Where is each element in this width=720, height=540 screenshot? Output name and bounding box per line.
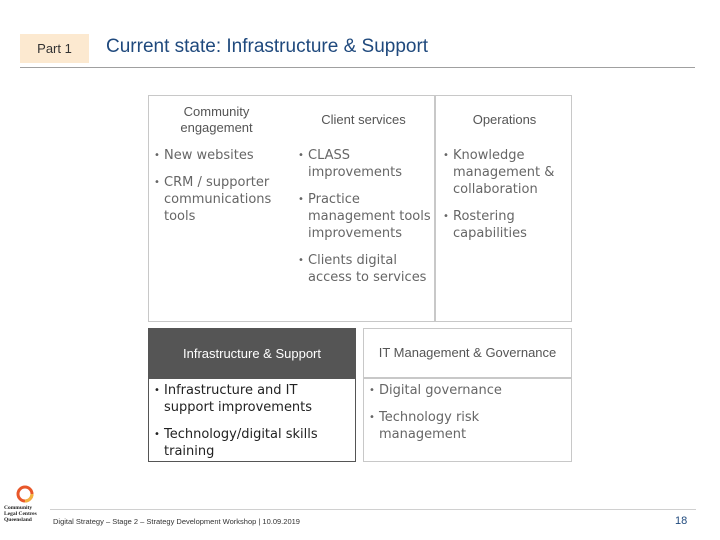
list-item: • Digital governance [369,382,566,399]
column-operations [437,95,572,322]
column-items [443,147,568,252]
it-governance-items [369,382,566,453]
page-title: Current state: Infrastructure & Support [106,36,429,57]
column-community-engagement [148,95,285,322]
list-item: • Technology/digital skills training [154,426,350,460]
infrastructure-support-heading: Infrastructure & Support [148,328,356,378]
column-items [298,147,431,296]
list-item: • Knowledge management & collaboration [443,147,568,198]
it-governance-heading: IT Management & Governance [378,345,557,360]
list-item: • Rostering capabilities [443,208,568,242]
list-item: • New websites [154,147,281,164]
infrastructure-support-items [154,382,350,470]
logo-text: Community Legal Centres Queensland [4,505,37,523]
title-divider [20,67,695,68]
column-heading: Community engagement [180,104,253,135]
logo-ring-icon [14,484,36,504]
list-item: • Clients digital access to services [298,252,431,286]
list-item: • Practice management tools improvements [298,191,431,242]
organisation-logo [4,484,48,523]
column-heading: Operations [472,112,537,127]
column-heading: Client services [321,112,406,127]
list-item: • CLASS improvements [298,147,431,181]
column-items [154,147,281,235]
list-item: • CRM / supporter communications tools [154,174,281,225]
list-item: • Infrastructure and IT support improvements [154,382,350,416]
part-label: Part 1 [20,34,89,63]
list-item: • Technology risk management [369,409,566,443]
page-number: 18 [675,515,688,527]
column-client-services [292,95,435,322]
footer-divider [50,509,696,510]
footer-text: Digital Strategy – Stage 2 – Strategy Development Workshop | 10.09.2019 [53,517,300,526]
